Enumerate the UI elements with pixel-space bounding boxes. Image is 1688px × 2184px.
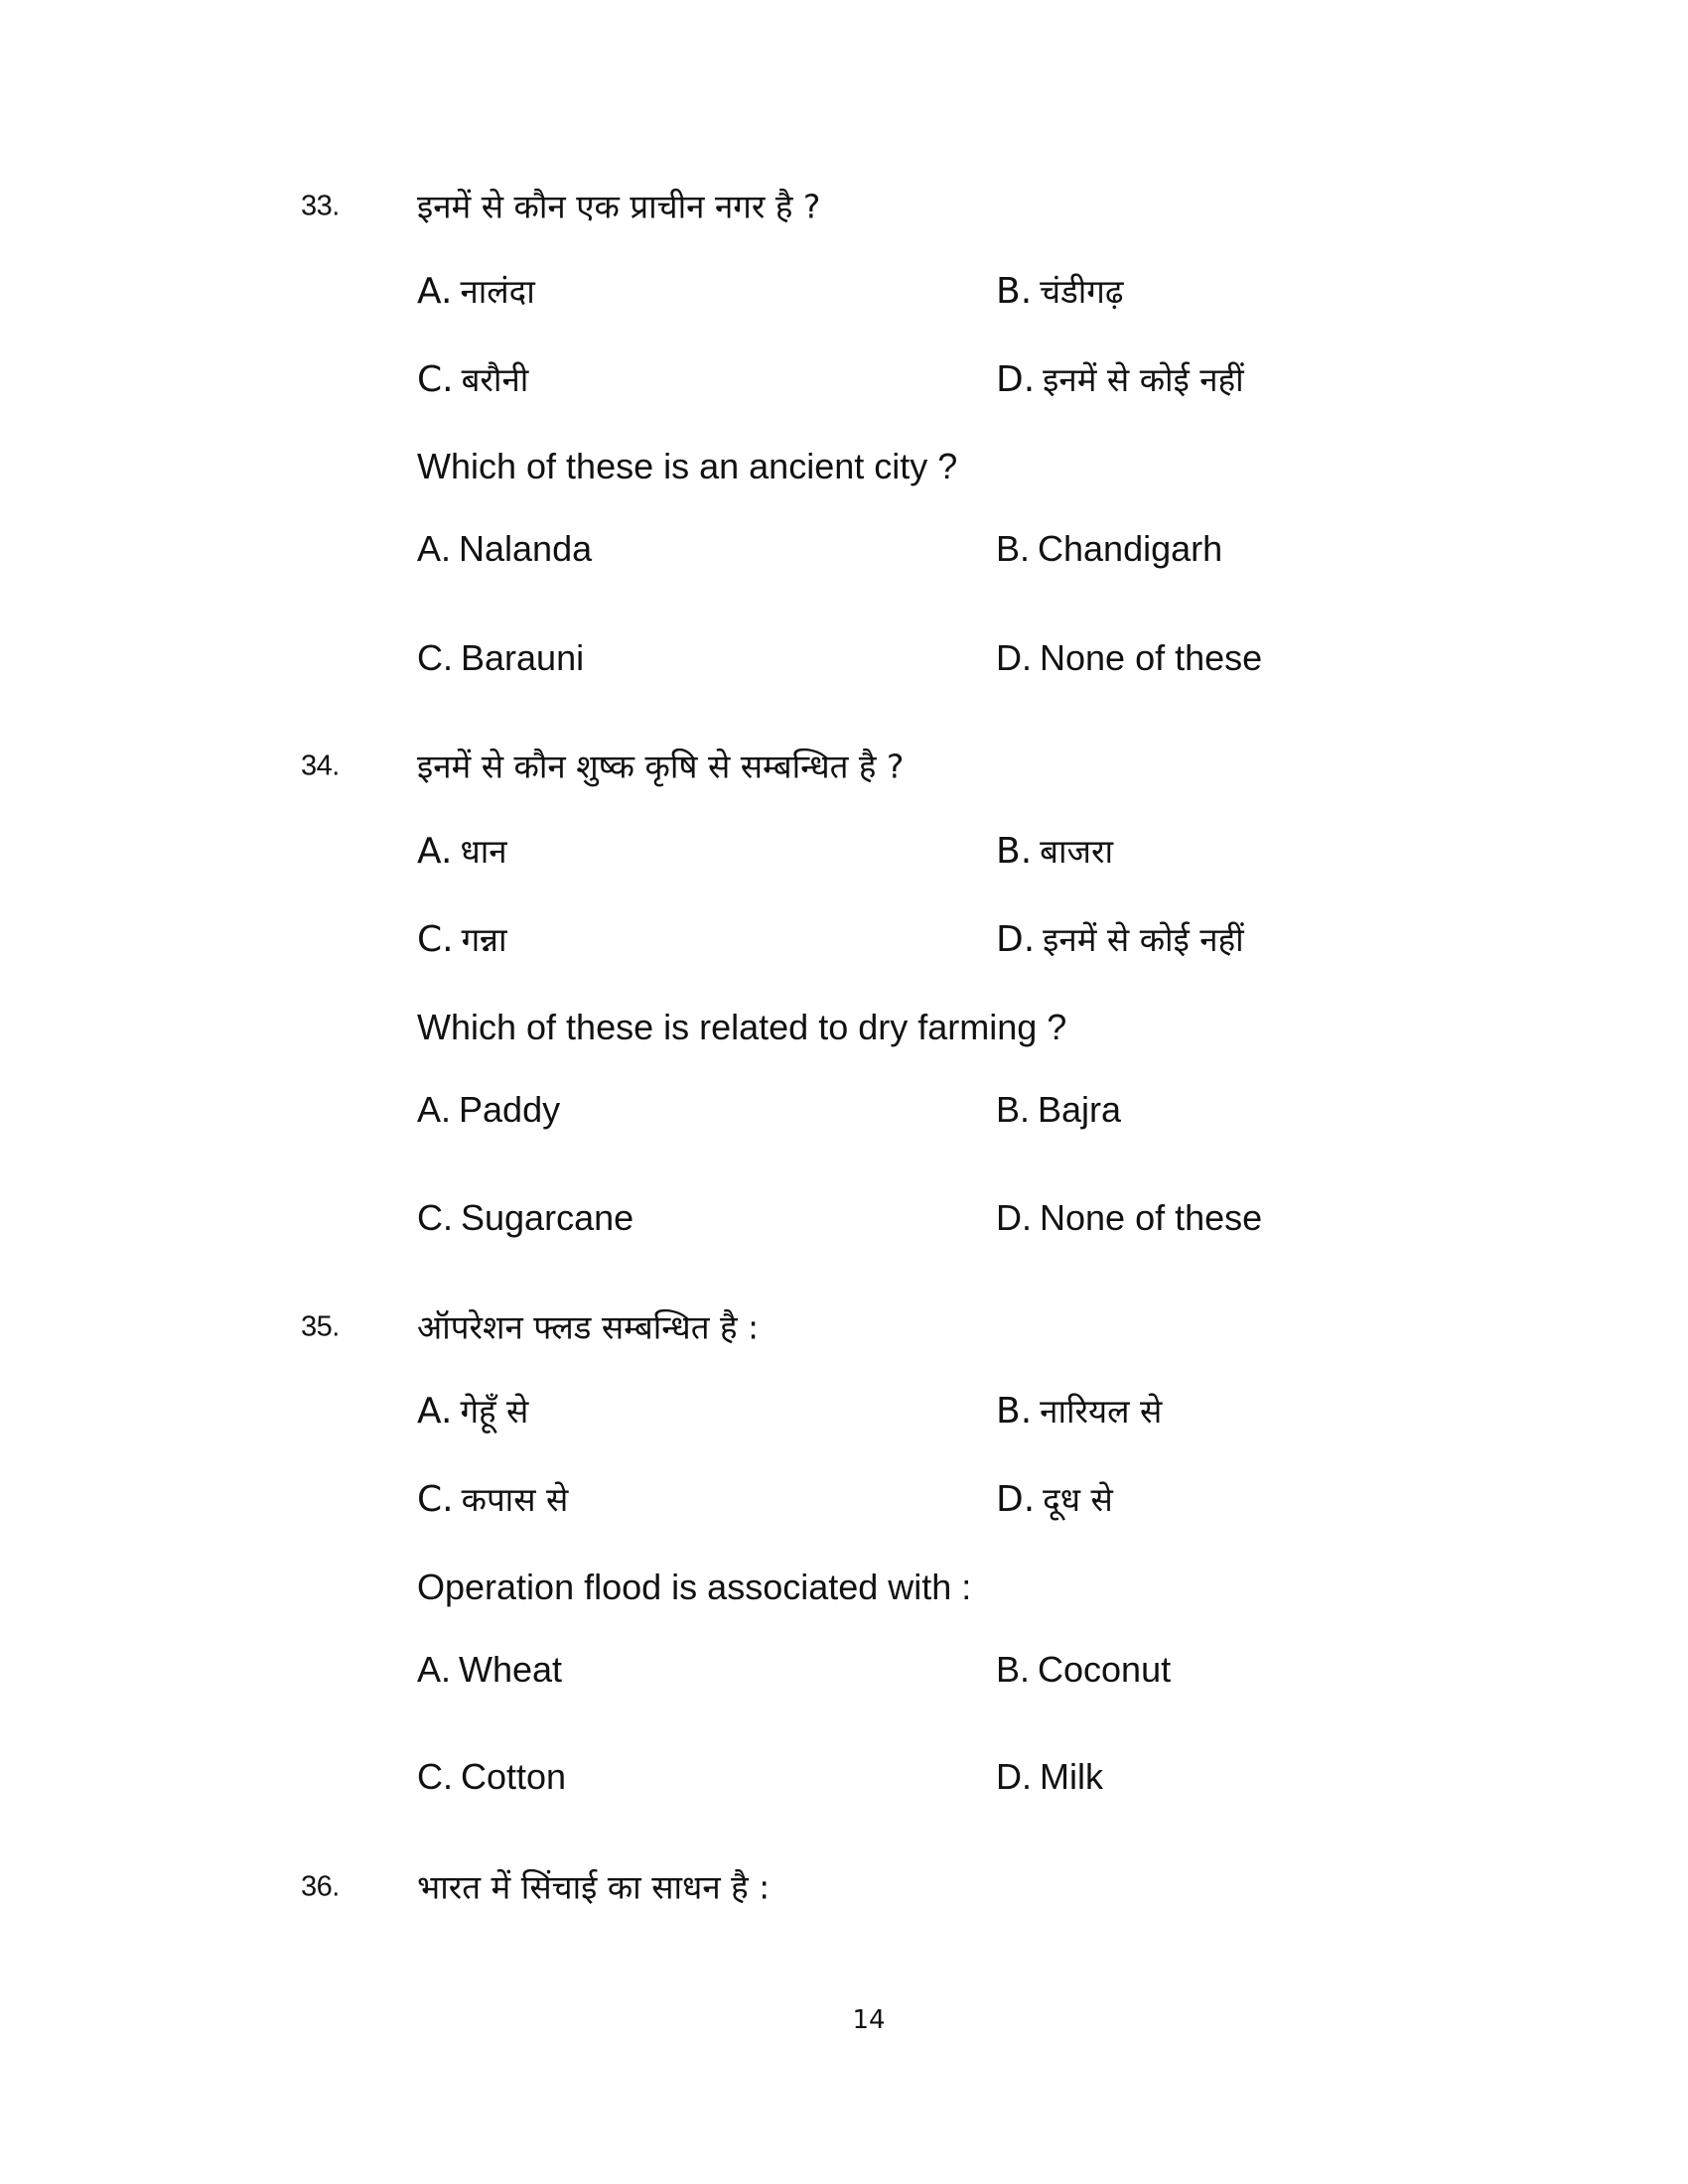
option-c-english <box>417 637 585 678</box>
question-text-english: Which of these is an ancient city ? <box>417 446 958 486</box>
option-text: कपास से <box>461 1480 569 1519</box>
option-letter: B. <box>996 271 1033 312</box>
option-letter: A. <box>417 1391 453 1432</box>
option-b-hindi <box>996 831 1114 872</box>
option-letter: D. <box>996 359 1036 400</box>
option-text: Sugarcane <box>461 1197 634 1238</box>
option-a-english <box>417 1649 563 1690</box>
option-text: Coconut <box>1038 1649 1172 1690</box>
option-text: Bajra <box>1038 1089 1122 1130</box>
option-text: Chandigarh <box>1038 528 1223 569</box>
option-text: दूध से <box>1043 1480 1113 1519</box>
option-text: None of these <box>1040 637 1263 678</box>
option-letter: C. <box>417 359 454 400</box>
option-letter: B. <box>996 1089 1031 1130</box>
option-a-english <box>417 528 593 569</box>
option-c-hindi <box>417 919 507 960</box>
option-text: गेहूँ से <box>460 1392 529 1431</box>
option-letter: A. <box>417 1649 452 1690</box>
question-number: 35. <box>301 1310 340 1343</box>
option-letter: C. <box>417 637 453 678</box>
option-letter: B. <box>996 831 1033 872</box>
option-c-english <box>417 1756 567 1797</box>
question-text-english: Which of these is related to dry farming ? <box>417 1007 1067 1047</box>
option-letter: A. <box>417 831 453 872</box>
option-letter: C. <box>417 919 454 960</box>
option-d-english <box>996 1197 1263 1238</box>
option-letter: D. <box>996 1197 1032 1238</box>
question-text-hindi: ऑपरेशन फ्लड सम्बन्धित है : <box>417 1307 760 1347</box>
option-a-english <box>417 1089 561 1130</box>
option-d-hindi <box>996 359 1244 400</box>
option-c-english <box>417 1197 634 1238</box>
option-text: धान <box>460 832 507 871</box>
option-text: नारियल से <box>1040 1392 1163 1431</box>
option-b-english <box>996 528 1223 569</box>
option-letter: B. <box>996 1391 1033 1432</box>
option-text: Wheat <box>459 1649 563 1690</box>
option-letter: D. <box>996 637 1032 678</box>
option-letter: B. <box>996 528 1031 569</box>
option-d-hindi <box>996 1479 1113 1520</box>
option-a-hindi <box>417 271 535 312</box>
option-letter: A. <box>417 1089 452 1130</box>
option-b-hindi <box>996 1391 1163 1432</box>
option-letter: C. <box>417 1479 454 1520</box>
option-text: Nalanda <box>459 528 593 569</box>
option-text: Milk <box>1040 1756 1103 1797</box>
question-text-english: Operation flood is associated with : <box>417 1567 972 1607</box>
option-text: चंडीगढ़ <box>1040 272 1124 311</box>
option-c-hindi <box>417 1479 569 1520</box>
option-letter: D. <box>996 1756 1032 1797</box>
option-letter: D. <box>996 919 1036 960</box>
option-a-hindi <box>417 831 507 872</box>
option-d-hindi <box>996 919 1244 960</box>
option-text: Barauni <box>461 637 585 678</box>
option-d-english <box>996 1756 1103 1797</box>
option-text: None of these <box>1040 1197 1263 1238</box>
option-text: इनमें से कोई नहीं <box>1043 920 1244 959</box>
question-text-hindi: भारत में सिंचाई का साधन है : <box>417 1867 771 1907</box>
option-text: गन्ना <box>461 920 507 959</box>
question-number: 36. <box>301 1870 340 1903</box>
option-b-english <box>996 1089 1122 1130</box>
option-c-hindi <box>417 359 529 400</box>
option-letter: D. <box>996 1479 1036 1520</box>
option-letter: B. <box>996 1649 1031 1690</box>
option-d-english <box>996 637 1263 678</box>
question-number: 33. <box>301 190 340 222</box>
option-text: Paddy <box>459 1089 561 1130</box>
option-letter: C. <box>417 1756 453 1797</box>
page-number: 14 <box>852 2005 886 2035</box>
option-letter: C. <box>417 1197 453 1238</box>
option-letter: A. <box>417 271 453 312</box>
question-text-hindi: इनमें से कौन एक प्राचीन नगर है ? <box>417 187 821 226</box>
question-text-hindi: इनमें से कौन शुष्क कृषि से सम्बन्धित है ? <box>417 747 905 786</box>
option-text: Cotton <box>461 1756 567 1797</box>
option-text: इनमें से कोई नहीं <box>1043 360 1244 399</box>
option-text: बरौनी <box>461 360 529 399</box>
option-letter: A. <box>417 528 452 569</box>
option-b-english <box>996 1649 1172 1690</box>
option-text: नालंदा <box>460 272 535 311</box>
option-a-hindi <box>417 1391 529 1432</box>
option-b-hindi <box>996 271 1124 312</box>
question-number: 34. <box>301 750 340 782</box>
option-text: बाजरा <box>1040 832 1114 871</box>
